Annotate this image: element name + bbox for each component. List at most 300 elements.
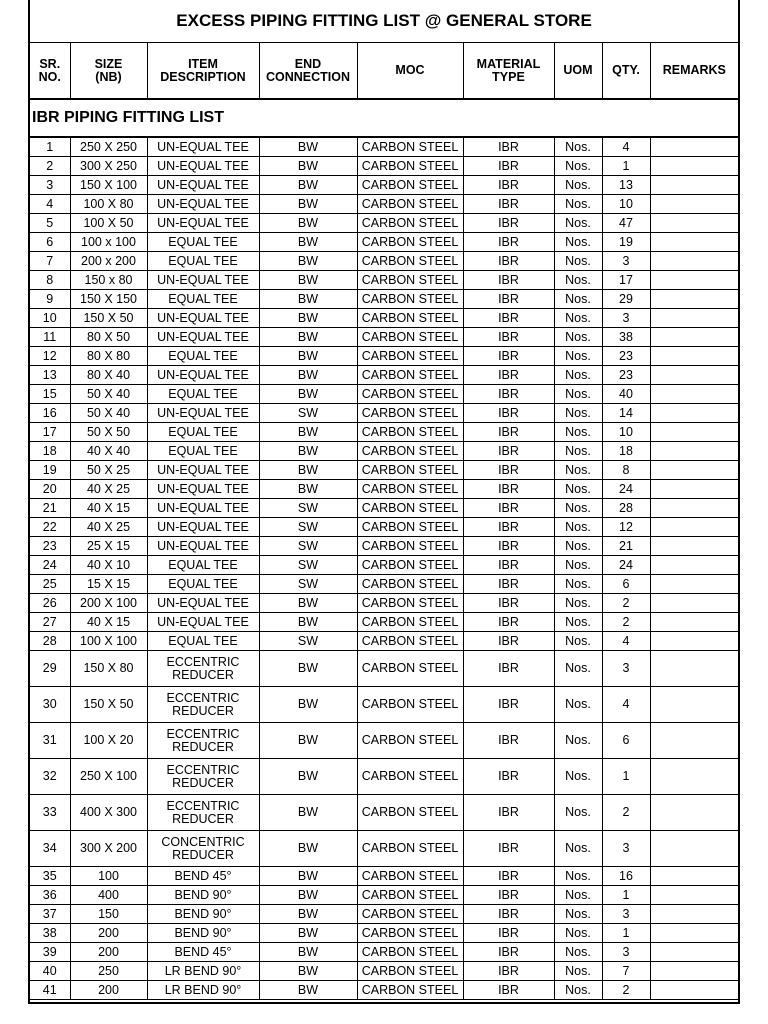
cell-end-connection: BW bbox=[259, 137, 357, 157]
cell-moc: CARBON STEEL bbox=[357, 723, 463, 759]
cell-moc: CARBON STEEL bbox=[357, 271, 463, 290]
cell-qty: 10 bbox=[602, 423, 650, 442]
cell-remarks bbox=[650, 831, 738, 867]
cell-end-connection: SW bbox=[259, 575, 357, 594]
cell-remarks bbox=[650, 233, 738, 252]
cell-size: 15 X 15 bbox=[70, 575, 147, 594]
column-header-uom bbox=[554, 43, 602, 100]
cell-uom: Nos. bbox=[554, 233, 602, 252]
table-row bbox=[30, 924, 738, 943]
column-header-end-connection bbox=[259, 43, 357, 100]
cell-qty: 6 bbox=[602, 575, 650, 594]
table-row bbox=[30, 518, 738, 537]
cell-moc: CARBON STEEL bbox=[357, 480, 463, 499]
cell-material-type: IBR bbox=[463, 309, 554, 328]
cell-qty: 28 bbox=[602, 499, 650, 518]
cell-uom: Nos. bbox=[554, 537, 602, 556]
cell-end-connection: BW bbox=[259, 290, 357, 309]
cell-moc: CARBON STEEL bbox=[357, 651, 463, 687]
cell-remarks bbox=[650, 480, 738, 499]
cell-end-connection: BW bbox=[259, 309, 357, 328]
header-line: UOM bbox=[563, 63, 593, 77]
table-row bbox=[30, 290, 738, 309]
cell-uom: Nos. bbox=[554, 404, 602, 423]
cell-sr-no: 41 bbox=[30, 981, 70, 1000]
cell-qty: 3 bbox=[602, 831, 650, 867]
cell-uom: Nos. bbox=[554, 723, 602, 759]
cell-uom: Nos. bbox=[554, 924, 602, 943]
cell-moc: CARBON STEEL bbox=[357, 195, 463, 214]
cell-moc: CARBON STEEL bbox=[357, 423, 463, 442]
cell-item-description: LR BEND 90° bbox=[147, 981, 259, 1000]
cell-uom: Nos. bbox=[554, 290, 602, 309]
cell-item-description: EQUAL TEE bbox=[147, 252, 259, 271]
cell-material-type: IBR bbox=[463, 594, 554, 613]
table-row bbox=[30, 214, 738, 233]
cell-sr-no: 25 bbox=[30, 575, 70, 594]
cell-moc: CARBON STEEL bbox=[357, 886, 463, 905]
cell-remarks bbox=[650, 905, 738, 924]
cell-item-description: EQUAL TEE bbox=[147, 233, 259, 252]
cell-size: 50 X 50 bbox=[70, 423, 147, 442]
cell-size: 40 X 25 bbox=[70, 518, 147, 537]
cell-uom: Nos. bbox=[554, 461, 602, 480]
cell-qty: 2 bbox=[602, 613, 650, 632]
cell-size: 150 X 50 bbox=[70, 687, 147, 723]
cell-size: 200 x 200 bbox=[70, 252, 147, 271]
cell-remarks bbox=[650, 594, 738, 613]
header-line: REMARKS bbox=[662, 63, 726, 77]
cell-end-connection: BW bbox=[259, 385, 357, 404]
cell-size: 150 X 50 bbox=[70, 309, 147, 328]
header-line: SIZE bbox=[94, 56, 123, 71]
cell-material-type: IBR bbox=[463, 328, 554, 347]
cell-sr-no: 22 bbox=[30, 518, 70, 537]
cell-moc: CARBON STEEL bbox=[357, 366, 463, 385]
cell-qty: 24 bbox=[602, 480, 650, 499]
cell-sr-no: 5 bbox=[30, 214, 70, 233]
cell-sr-no: 34 bbox=[30, 831, 70, 867]
cell-sr-no: 7 bbox=[30, 252, 70, 271]
cell-uom: Nos. bbox=[554, 423, 602, 442]
header-line: NO. bbox=[38, 69, 61, 84]
cell-material-type: IBR bbox=[463, 905, 554, 924]
cell-remarks bbox=[650, 157, 738, 176]
cell-end-connection: SW bbox=[259, 556, 357, 575]
cell-material-type: IBR bbox=[463, 651, 554, 687]
cell-uom: Nos. bbox=[554, 867, 602, 886]
cell-moc: CARBON STEEL bbox=[357, 831, 463, 867]
cell-end-connection: BW bbox=[259, 962, 357, 981]
cell-moc: CARBON STEEL bbox=[357, 962, 463, 981]
cell-size: 100 X 20 bbox=[70, 723, 147, 759]
cell-qty: 8 bbox=[602, 461, 650, 480]
cell-end-connection: SW bbox=[259, 518, 357, 537]
table-row bbox=[30, 594, 738, 613]
cell-item-description: UN-EQUAL TEE bbox=[147, 613, 259, 632]
cell-material-type: IBR bbox=[463, 795, 554, 831]
cell-end-connection: BW bbox=[259, 759, 357, 795]
table-row bbox=[30, 404, 738, 423]
cell-sr-no: 3 bbox=[30, 176, 70, 195]
cell-size: 250 X 250 bbox=[70, 137, 147, 157]
cell-moc: CARBON STEEL bbox=[357, 347, 463, 366]
cell-sr-no: 13 bbox=[30, 366, 70, 385]
cell-uom: Nos. bbox=[554, 651, 602, 687]
cell-moc: CARBON STEEL bbox=[357, 867, 463, 886]
cell-material-type: IBR bbox=[463, 831, 554, 867]
cell-uom: Nos. bbox=[554, 556, 602, 575]
cell-material-type: IBR bbox=[463, 687, 554, 723]
cell-moc: CARBON STEEL bbox=[357, 795, 463, 831]
cell-remarks bbox=[650, 290, 738, 309]
cell-moc: CARBON STEEL bbox=[357, 499, 463, 518]
cell-item-description: EQUAL TEE bbox=[147, 442, 259, 461]
cell-item-description: UN-EQUAL TEE bbox=[147, 404, 259, 423]
cell-end-connection: BW bbox=[259, 214, 357, 233]
cell-qty: 2 bbox=[602, 981, 650, 1000]
cell-item-description: ECCENTRIC REDUCER bbox=[147, 651, 259, 687]
cell-qty: 38 bbox=[602, 328, 650, 347]
cell-moc: CARBON STEEL bbox=[357, 687, 463, 723]
cell-remarks bbox=[650, 347, 738, 366]
header-line: MOC bbox=[395, 63, 425, 77]
cell-remarks bbox=[650, 461, 738, 480]
cell-size: 40 X 15 bbox=[70, 613, 147, 632]
cell-uom: Nos. bbox=[554, 328, 602, 347]
cell-item-description: UN-EQUAL TEE bbox=[147, 271, 259, 290]
table-row bbox=[30, 795, 738, 831]
cell-sr-no: 28 bbox=[30, 632, 70, 651]
cell-material-type: IBR bbox=[463, 632, 554, 651]
cell-qty: 21 bbox=[602, 537, 650, 556]
cell-material-type: IBR bbox=[463, 290, 554, 309]
cell-remarks bbox=[650, 723, 738, 759]
cell-uom: Nos. bbox=[554, 347, 602, 366]
cell-sr-no: 15 bbox=[30, 385, 70, 404]
cell-moc: CARBON STEEL bbox=[357, 309, 463, 328]
table-row bbox=[30, 687, 738, 723]
header-line: TYPE bbox=[492, 69, 525, 84]
table-row bbox=[30, 157, 738, 176]
cell-size: 250 X 100 bbox=[70, 759, 147, 795]
header-line: DESCRIPTION bbox=[160, 69, 246, 84]
cell-size: 400 bbox=[70, 886, 147, 905]
cell-remarks bbox=[650, 795, 738, 831]
cell-qty: 23 bbox=[602, 347, 650, 366]
cell-remarks bbox=[650, 328, 738, 347]
cell-qty: 3 bbox=[602, 905, 650, 924]
table-row bbox=[30, 137, 738, 157]
cell-sr-no: 21 bbox=[30, 499, 70, 518]
cell-remarks bbox=[650, 924, 738, 943]
cell-qty: 14 bbox=[602, 404, 650, 423]
cell-sr-no: 16 bbox=[30, 404, 70, 423]
cell-moc: CARBON STEEL bbox=[357, 252, 463, 271]
cell-moc: CARBON STEEL bbox=[357, 594, 463, 613]
cell-end-connection: BW bbox=[259, 687, 357, 723]
cell-uom: Nos. bbox=[554, 271, 602, 290]
cell-sr-no: 27 bbox=[30, 613, 70, 632]
cell-end-connection: BW bbox=[259, 886, 357, 905]
header-line: END bbox=[294, 56, 322, 71]
cell-qty: 7 bbox=[602, 962, 650, 981]
cell-uom: Nos. bbox=[554, 831, 602, 867]
section-title: IBR PIPING FITTING LIST bbox=[30, 99, 738, 137]
table-row bbox=[30, 613, 738, 632]
cell-item-description: UN-EQUAL TEE bbox=[147, 518, 259, 537]
cell-remarks bbox=[650, 271, 738, 290]
cell-item-description: UN-EQUAL TEE bbox=[147, 499, 259, 518]
cell-item-description: BEND 45° bbox=[147, 867, 259, 886]
cell-remarks bbox=[650, 195, 738, 214]
cell-size: 80 X 50 bbox=[70, 328, 147, 347]
header-line: ITEM bbox=[188, 56, 218, 71]
cell-item-description: EQUAL TEE bbox=[147, 347, 259, 366]
cell-qty: 4 bbox=[602, 687, 650, 723]
cell-size: 40 X 25 bbox=[70, 480, 147, 499]
table-row bbox=[30, 461, 738, 480]
cell-size: 250 bbox=[70, 962, 147, 981]
cell-end-connection: BW bbox=[259, 233, 357, 252]
fitting-list-sheet bbox=[28, 0, 740, 1004]
cell-uom: Nos. bbox=[554, 214, 602, 233]
cell-size: 200 bbox=[70, 981, 147, 1000]
cell-qty: 6 bbox=[602, 723, 650, 759]
cell-moc: CARBON STEEL bbox=[357, 924, 463, 943]
cell-material-type: IBR bbox=[463, 537, 554, 556]
cell-size: 150 X 100 bbox=[70, 176, 147, 195]
cell-size: 40 X 40 bbox=[70, 442, 147, 461]
cell-sr-no: 36 bbox=[30, 886, 70, 905]
cell-remarks bbox=[650, 442, 738, 461]
cell-size: 400 X 300 bbox=[70, 795, 147, 831]
cell-remarks bbox=[650, 537, 738, 556]
cell-uom: Nos. bbox=[554, 499, 602, 518]
cell-sr-no: 23 bbox=[30, 537, 70, 556]
cell-uom: Nos. bbox=[554, 366, 602, 385]
cell-material-type: IBR bbox=[463, 924, 554, 943]
cell-end-connection: BW bbox=[259, 461, 357, 480]
cell-moc: CARBON STEEL bbox=[357, 290, 463, 309]
table-row bbox=[30, 556, 738, 575]
cell-material-type: IBR bbox=[463, 518, 554, 537]
cell-qty: 13 bbox=[602, 176, 650, 195]
cell-moc: CARBON STEEL bbox=[357, 981, 463, 1000]
cell-size: 50 X 40 bbox=[70, 385, 147, 404]
cell-qty: 24 bbox=[602, 556, 650, 575]
cell-item-description: UN-EQUAL TEE bbox=[147, 309, 259, 328]
table-row bbox=[30, 759, 738, 795]
cell-size: 150 X 150 bbox=[70, 290, 147, 309]
cell-item-description: UN-EQUAL TEE bbox=[147, 137, 259, 157]
table-row bbox=[30, 499, 738, 518]
cell-size: 300 X 200 bbox=[70, 831, 147, 867]
cell-material-type: IBR bbox=[463, 176, 554, 195]
cell-remarks bbox=[650, 981, 738, 1000]
cell-moc: CARBON STEEL bbox=[357, 442, 463, 461]
cell-material-type: IBR bbox=[463, 461, 554, 480]
column-header-sr-no bbox=[30, 43, 70, 100]
table-row bbox=[30, 537, 738, 556]
cell-item-description: EQUAL TEE bbox=[147, 385, 259, 404]
cell-item-description: EQUAL TEE bbox=[147, 423, 259, 442]
cell-moc: CARBON STEEL bbox=[357, 137, 463, 157]
cell-size: 40 X 15 bbox=[70, 499, 147, 518]
header-line: CONNECTION bbox=[265, 69, 351, 84]
cell-end-connection: BW bbox=[259, 252, 357, 271]
cell-qty: 23 bbox=[602, 366, 650, 385]
cell-item-description: EQUAL TEE bbox=[147, 290, 259, 309]
cell-qty: 3 bbox=[602, 651, 650, 687]
cell-size: 150 x 80 bbox=[70, 271, 147, 290]
table-row bbox=[30, 366, 738, 385]
cell-uom: Nos. bbox=[554, 385, 602, 404]
cell-material-type: IBR bbox=[463, 886, 554, 905]
cell-end-connection: BW bbox=[259, 613, 357, 632]
table-row bbox=[30, 981, 738, 1000]
cell-sr-no: 29 bbox=[30, 651, 70, 687]
cell-qty: 17 bbox=[602, 271, 650, 290]
cell-uom: Nos. bbox=[554, 943, 602, 962]
cell-sr-no: 37 bbox=[30, 905, 70, 924]
cell-uom: Nos. bbox=[554, 252, 602, 271]
cell-end-connection: BW bbox=[259, 271, 357, 290]
cell-moc: CARBON STEEL bbox=[357, 556, 463, 575]
cell-qty: 3 bbox=[602, 943, 650, 962]
cell-item-description: UN-EQUAL TEE bbox=[147, 537, 259, 556]
cell-qty: 19 bbox=[602, 233, 650, 252]
cell-item-description: LR BEND 90° bbox=[147, 962, 259, 981]
cell-remarks bbox=[650, 886, 738, 905]
cell-remarks bbox=[650, 518, 738, 537]
cell-uom: Nos. bbox=[554, 795, 602, 831]
cell-size: 150 X 80 bbox=[70, 651, 147, 687]
cell-item-description: UN-EQUAL TEE bbox=[147, 480, 259, 499]
cell-remarks bbox=[650, 759, 738, 795]
cell-sr-no: 18 bbox=[30, 442, 70, 461]
cell-sr-no: 17 bbox=[30, 423, 70, 442]
column-header-qty bbox=[602, 43, 650, 100]
cell-end-connection: BW bbox=[259, 366, 357, 385]
cell-sr-no: 8 bbox=[30, 271, 70, 290]
cell-qty: 3 bbox=[602, 309, 650, 328]
cell-uom: Nos. bbox=[554, 575, 602, 594]
cell-sr-no: 32 bbox=[30, 759, 70, 795]
cell-sr-no: 1 bbox=[30, 137, 70, 157]
cell-material-type: IBR bbox=[463, 981, 554, 1000]
cell-moc: CARBON STEEL bbox=[357, 385, 463, 404]
cell-remarks bbox=[650, 176, 738, 195]
cell-uom: Nos. bbox=[554, 962, 602, 981]
cell-uom: Nos. bbox=[554, 518, 602, 537]
cell-end-connection: BW bbox=[259, 651, 357, 687]
table-row bbox=[30, 347, 738, 366]
table-row bbox=[30, 943, 738, 962]
table-row bbox=[30, 480, 738, 499]
cell-qty: 16 bbox=[602, 867, 650, 886]
cell-item-description: UN-EQUAL TEE bbox=[147, 366, 259, 385]
cell-end-connection: BW bbox=[259, 831, 357, 867]
cell-material-type: IBR bbox=[463, 366, 554, 385]
cell-uom: Nos. bbox=[554, 981, 602, 1000]
cell-size: 200 X 100 bbox=[70, 594, 147, 613]
table-row bbox=[30, 271, 738, 290]
column-header-size bbox=[70, 43, 147, 100]
cell-end-connection: BW bbox=[259, 943, 357, 962]
cell-end-connection: SW bbox=[259, 537, 357, 556]
cell-remarks bbox=[650, 499, 738, 518]
cell-remarks bbox=[650, 385, 738, 404]
cell-end-connection: BW bbox=[259, 867, 357, 886]
cell-item-description: ECCENTRIC REDUCER bbox=[147, 687, 259, 723]
cell-qty: 1 bbox=[602, 886, 650, 905]
cell-end-connection: BW bbox=[259, 423, 357, 442]
cell-size: 25 X 15 bbox=[70, 537, 147, 556]
cell-sr-no: 33 bbox=[30, 795, 70, 831]
cell-sr-no: 2 bbox=[30, 157, 70, 176]
table-row bbox=[30, 233, 738, 252]
cell-qty: 1 bbox=[602, 759, 650, 795]
cell-remarks bbox=[650, 867, 738, 886]
cell-size: 100 X 50 bbox=[70, 214, 147, 233]
cell-size: 100 X 80 bbox=[70, 195, 147, 214]
cell-end-connection: SW bbox=[259, 404, 357, 423]
cell-sr-no: 30 bbox=[30, 687, 70, 723]
cell-uom: Nos. bbox=[554, 176, 602, 195]
cell-item-description: UN-EQUAL TEE bbox=[147, 594, 259, 613]
cell-item-description: UN-EQUAL TEE bbox=[147, 157, 259, 176]
cell-size: 50 X 40 bbox=[70, 404, 147, 423]
cell-remarks bbox=[650, 687, 738, 723]
cell-remarks bbox=[650, 651, 738, 687]
column-header-material-type bbox=[463, 43, 554, 100]
cell-qty: 47 bbox=[602, 214, 650, 233]
cell-material-type: IBR bbox=[463, 137, 554, 157]
cell-end-connection: BW bbox=[259, 981, 357, 1000]
page-title: EXCESS PIPING FITTING LIST @ GENERAL STORE bbox=[30, 0, 738, 43]
header-line: SR. bbox=[39, 56, 61, 71]
cell-qty: 10 bbox=[602, 195, 650, 214]
cell-item-description: CONCENTRIC REDUCER bbox=[147, 831, 259, 867]
cell-item-description: BEND 90° bbox=[147, 886, 259, 905]
cell-material-type: IBR bbox=[463, 442, 554, 461]
cell-moc: CARBON STEEL bbox=[357, 461, 463, 480]
cell-uom: Nos. bbox=[554, 442, 602, 461]
cell-material-type: IBR bbox=[463, 480, 554, 499]
cell-material-type: IBR bbox=[463, 613, 554, 632]
header-line: MATERIAL bbox=[476, 56, 541, 71]
cell-material-type: IBR bbox=[463, 252, 554, 271]
cell-sr-no: 31 bbox=[30, 723, 70, 759]
table-row bbox=[30, 905, 738, 924]
cell-size: 300 X 250 bbox=[70, 157, 147, 176]
cell-material-type: IBR bbox=[463, 233, 554, 252]
cell-moc: CARBON STEEL bbox=[357, 404, 463, 423]
cell-qty: 3 bbox=[602, 252, 650, 271]
cell-uom: Nos. bbox=[554, 613, 602, 632]
cell-end-connection: BW bbox=[259, 480, 357, 499]
cell-uom: Nos. bbox=[554, 195, 602, 214]
cell-size: 200 bbox=[70, 943, 147, 962]
cell-uom: Nos. bbox=[554, 759, 602, 795]
table-row bbox=[30, 867, 738, 886]
table-row bbox=[30, 831, 738, 867]
cell-sr-no: 6 bbox=[30, 233, 70, 252]
cell-uom: Nos. bbox=[554, 687, 602, 723]
cell-moc: CARBON STEEL bbox=[357, 157, 463, 176]
cell-material-type: IBR bbox=[463, 195, 554, 214]
